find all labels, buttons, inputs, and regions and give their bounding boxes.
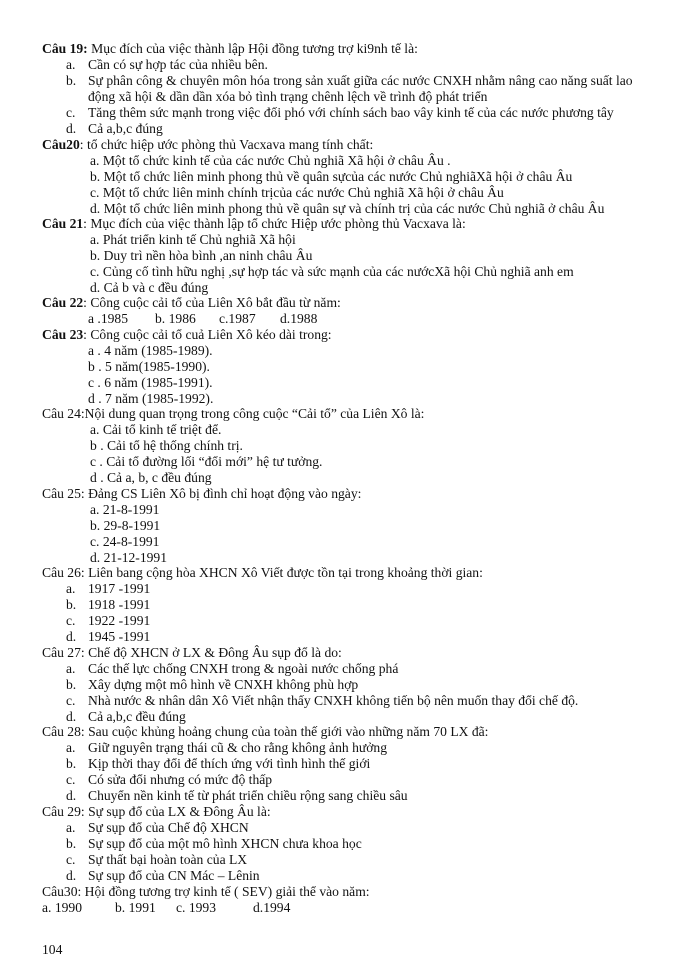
option-a: a . 4 năm (1985-1989). [88,343,213,358]
question-29: Câu 29: Sự sụp đổ của LX & Đông Âu là: [42,804,271,819]
option-b: b . 5 năm(1985-1990). [88,359,210,374]
option-b: b. 1986 [155,311,196,326]
option-a: a. Cải tổ kinh tế triệt để. [90,422,222,437]
question-25: Câu 25: Đảng CS Liên Xô bị đình chỉ hoạt động vào ngày: [42,486,362,501]
option-a: a. 1990 [42,900,83,915]
option-d: d. 21-12-1991 [90,550,168,565]
option-c: c. 24-8-1991 [90,534,160,549]
option-a: a. 21-8-1991 [90,502,160,517]
option-c: c . Cải tổ đường lối “đổi mới” hệ tư tưởng. [90,454,323,469]
question-text: : tổ chức hiệp ước phòng thủ Vacxava mang tính chất: [79,137,374,152]
question-number: Câu 22 [42,295,84,310]
option-b: b. Một tổ chức liên minh phong thủ về quân sựcủa các nước Chủ nghiãXã hội ở châu Âu [90,169,573,184]
option-a: a. Một tổ chức kinh tế của các nước Chủ nghiã Xã hội ở châu Âu . [90,153,451,168]
question-20 [42,137,373,153]
question-number: Câu20 [42,137,80,152]
page-number: 104 [42,942,63,957]
document-page: Câu 19: Mục đích của việc thành lập Hội đồng tương trợ ki9nh tế là: a. Cần có sự hợp tác của nhiều bên. b. Sự phân công & chuyên môn hóa trong sản xuất giữa các nước CNXH nhằm nâng cao năng suất lao động xã hội & dần dần xóa bỏ tình trạng chênh lệch về trình độ phát triển c. Tăng thêm sức mạnh trong việc đối phó với chính sách bao vây kinh tế của các nước phương tây d. Cả a,b,c đúng Câu20: tổ chức hiệp ước phòng thủ Vacxava mang tính chất: a. Một tổ chức kinh tế của các nước Chủ nghiã Xã hội ở châu Âu . b. Một tổ chức liên minh phong thủ về quân sựcủa các nước Chủ nghiãXã hội ở châu Âu c. Một tổ chức liên minh chính trịcủa các nước Chủ nghiã Xã hội ở châu Âu d. Một tổ chức liên minh phong thủ về quân sự và chính trị của các nước Chủ nghiã ở châu Âu Câu 21: Mục đích của việc thành lập tổ chức Hiệp ước phòng thủ Vacxava là: a. Phát triển kinh tế Chủ nghiã Xã hội b. Duy trì nền hòa bình ,an ninh châu Âu c. Củng cố tình hữu nghị ,sự hợp tác và sức mạnh của các nướcXã hội Chủ nghiã anh em d. Cả b và c đều đúng Câu 22: Công cuộc cải tổ của Liên Xô bắt đầu từ năm: a .1985 b. 1986 c.1987 d.1988 Câu 23: Công cuộc cải tổ cuả Liên Xô kéo dài trong: a . 4 năm (1985-1989). b . 5 năm(1985-1990). c . 6 năm (1985-1991). d . 7 năm (1985-1992). Câu 24:Nội dung quan trọng trong công cuộc “Cải tổ” của Liên Xô là: a. Cải tổ kinh tế triệt để. b . Cải tổ hệ thống chính trị. c . Cải tổ đường lối “đổi mới” hệ tư tưởng. d . Cả a, b, c đều đúng Câu 25: Đảng CS Liên Xô bị đình chỉ hoạt động vào ngày: a. 21-8-1991 b. 29-8-1991 c. 24-8-1991 d. 21-12-1991 Câu 26: Liên bang cộng hòa XHCN Xô Viết được tồn tại trong khoảng thời gian: a. 1917 -1991 b. 1918 -1991 c. 1922 -1991 d. 1945 -1991 Câu 27: Chế độ XHCN ở LX & Đông Âu sụp đổ là do: a. Các thế lực chống CNXH trong & ngoài nước chống phá b. Xây dựng một mô hình về CNXH không phù hợp c. Nhà nước & nhân dân Xô Viết nhận thấy CNXH không tiến bộ nên muốn thay đổi chế độ. d. Cả a,b,c đều đúng Câu 28: Sau cuộc khủng hoảng chung của toàn thế giới vào những năm 70 LX đã: a. Giữ nguyên trạng thái cũ & cho rằng không ảnh hưởng b. Kịp thời thay đổi để thích ứng với tình hình thế giới c. Có sửa đổi nhưng có mức độ thấp d. Chuyển nền kinh tế từ phát triển chiều rộng sang chiều sâu Câu 29: Sự sụp đổ của LX & Đông Âu là: a. Sự sụp đổ của Chế độ XHCN b. Sự sụp đổ của một mô hình XHCN chưa khoa học c. Sự thất bại hoàn toàn của LX d. Sự sụp đổ của CN Mác – Lênin Câu30: Hội đồng tương trợ kinh tế ( SEV) giải thể vào năm: a. 1990 b. 1991 c. 1993 d.1994 104 [42,41,633,957]
option-c: c. Một tổ chức liên minh chính trịcủa các nước Chủ nghiã Xã hội ở châu Âu [90,185,504,200]
option-c: c. 1993 [176,900,217,915]
option-a: a .1985 [88,311,129,326]
question-text: : Công cuộc cải tổ cuả Liên Xô kéo dài trong: [83,327,332,342]
question-21 [42,216,466,232]
option-d: d . Cả a, b, c đều đúng [90,470,212,485]
option-b: b. Duy trì nền hòa bình ,an ninh châu Âu [90,248,313,263]
option-d: d.1994 [253,900,291,915]
question-27: Câu 27: Chế độ XHCN ở LX & Đông Âu sụp đổ là do: [42,645,342,660]
option-d: d.1988 [280,311,318,326]
question-19 [42,41,418,57]
question-22 [42,295,341,311]
question-text: : Mục đích của việc thành lập tổ chức Hiệp ước phòng thủ Vacxava là: [83,216,466,231]
option-d: d . 7 năm (1985-1992). [88,391,214,406]
option-c: c. Củng cố tình hữu nghị ,sự hợp tác và sức mạnh của các nướcXã hội Chủ nghiã anh em [90,264,574,279]
option-d: d. Một tổ chức liên minh phong thủ về quân sự và chính trị của các nước Chủ nghiã ở châu Âu [90,201,605,216]
question-24: Câu 24:Nội dung quan trọng trong công cuộc “Cải tổ” của Liên Xô là: [42,406,425,421]
question-text: : Công cuộc cải tổ của Liên Xô bắt đầu từ năm: [83,295,341,310]
question-number: Câu 21 [42,216,84,231]
option-a: a. Phát triển kinh tế Chủ nghiã Xã hội [90,232,296,247]
option-b: b . Cải tổ hệ thống chính trị. [90,438,243,453]
option-b: b. 1991 [115,900,156,915]
option-c: c.1987 [219,311,256,326]
question-23 [42,327,332,343]
question-number: Câu 19: [42,41,88,56]
option-b: b. 29-8-1991 [90,518,161,533]
question-26: Câu 26: Liên bang cộng hòa XHCN Xô Viết được tồn tại trong khoảng thời gian: [42,565,483,580]
option-c: c . 6 năm (1985-1991). [88,375,213,390]
question-30: Câu30: Hội đồng tương trợ kinh tế ( SEV) giải thể vào năm: [42,884,370,899]
option-d: d. Cả b và c đều đúng [90,280,209,295]
question-number: Câu 23 [42,327,84,342]
question-28: Câu 28: Sau cuộc khủng hoảng chung của toàn thế giới vào những năm 70 LX đã: [42,724,489,739]
question-text: Mục đích của việc thành lập Hội đồng tương trợ ki9nh tế là: [87,41,418,56]
